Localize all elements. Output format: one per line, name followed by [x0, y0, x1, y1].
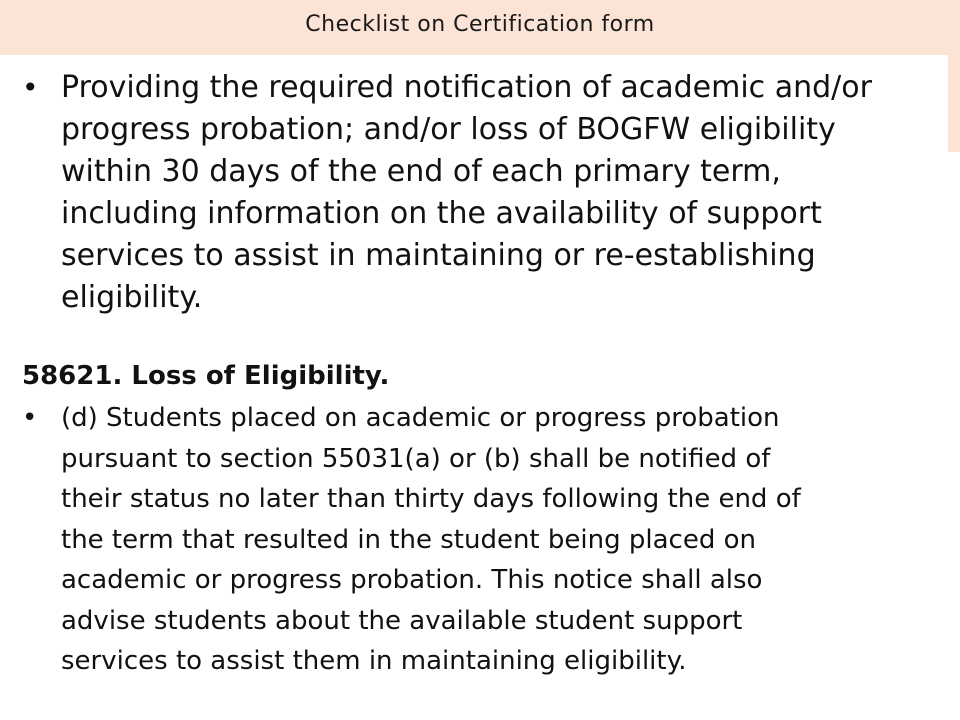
content-area [0, 55, 948, 720]
bullet-marker: • [22, 71, 39, 104]
bullet-text: (d) Students placed on academic or progress probation pursuant to section 55031(a) or (b) shall be notified of their status no later than thirty days following the end of the term that resulted in the student being placed on academic or progress probation. This notice shall also advise students about the available student support services to assist them in maintaining eligibility. [61, 403, 801, 676]
bullet-regulation-text [22, 398, 932, 682]
section-heading: 58621. Loss of Eligibility. [22, 361, 390, 391]
bullet-marker: • [22, 403, 38, 433]
bullet-text: Providing the required notification of academic and/or progress probation; and/or loss of BOGFW eligibility within 30 days of the end of each primary term, including information on the availability of support services to assist in maintaining or re-establishing eligibility. [61, 70, 872, 315]
bullet-notification-requirement [22, 67, 932, 319]
slide-title: Checklist on Certification form [305, 12, 655, 37]
